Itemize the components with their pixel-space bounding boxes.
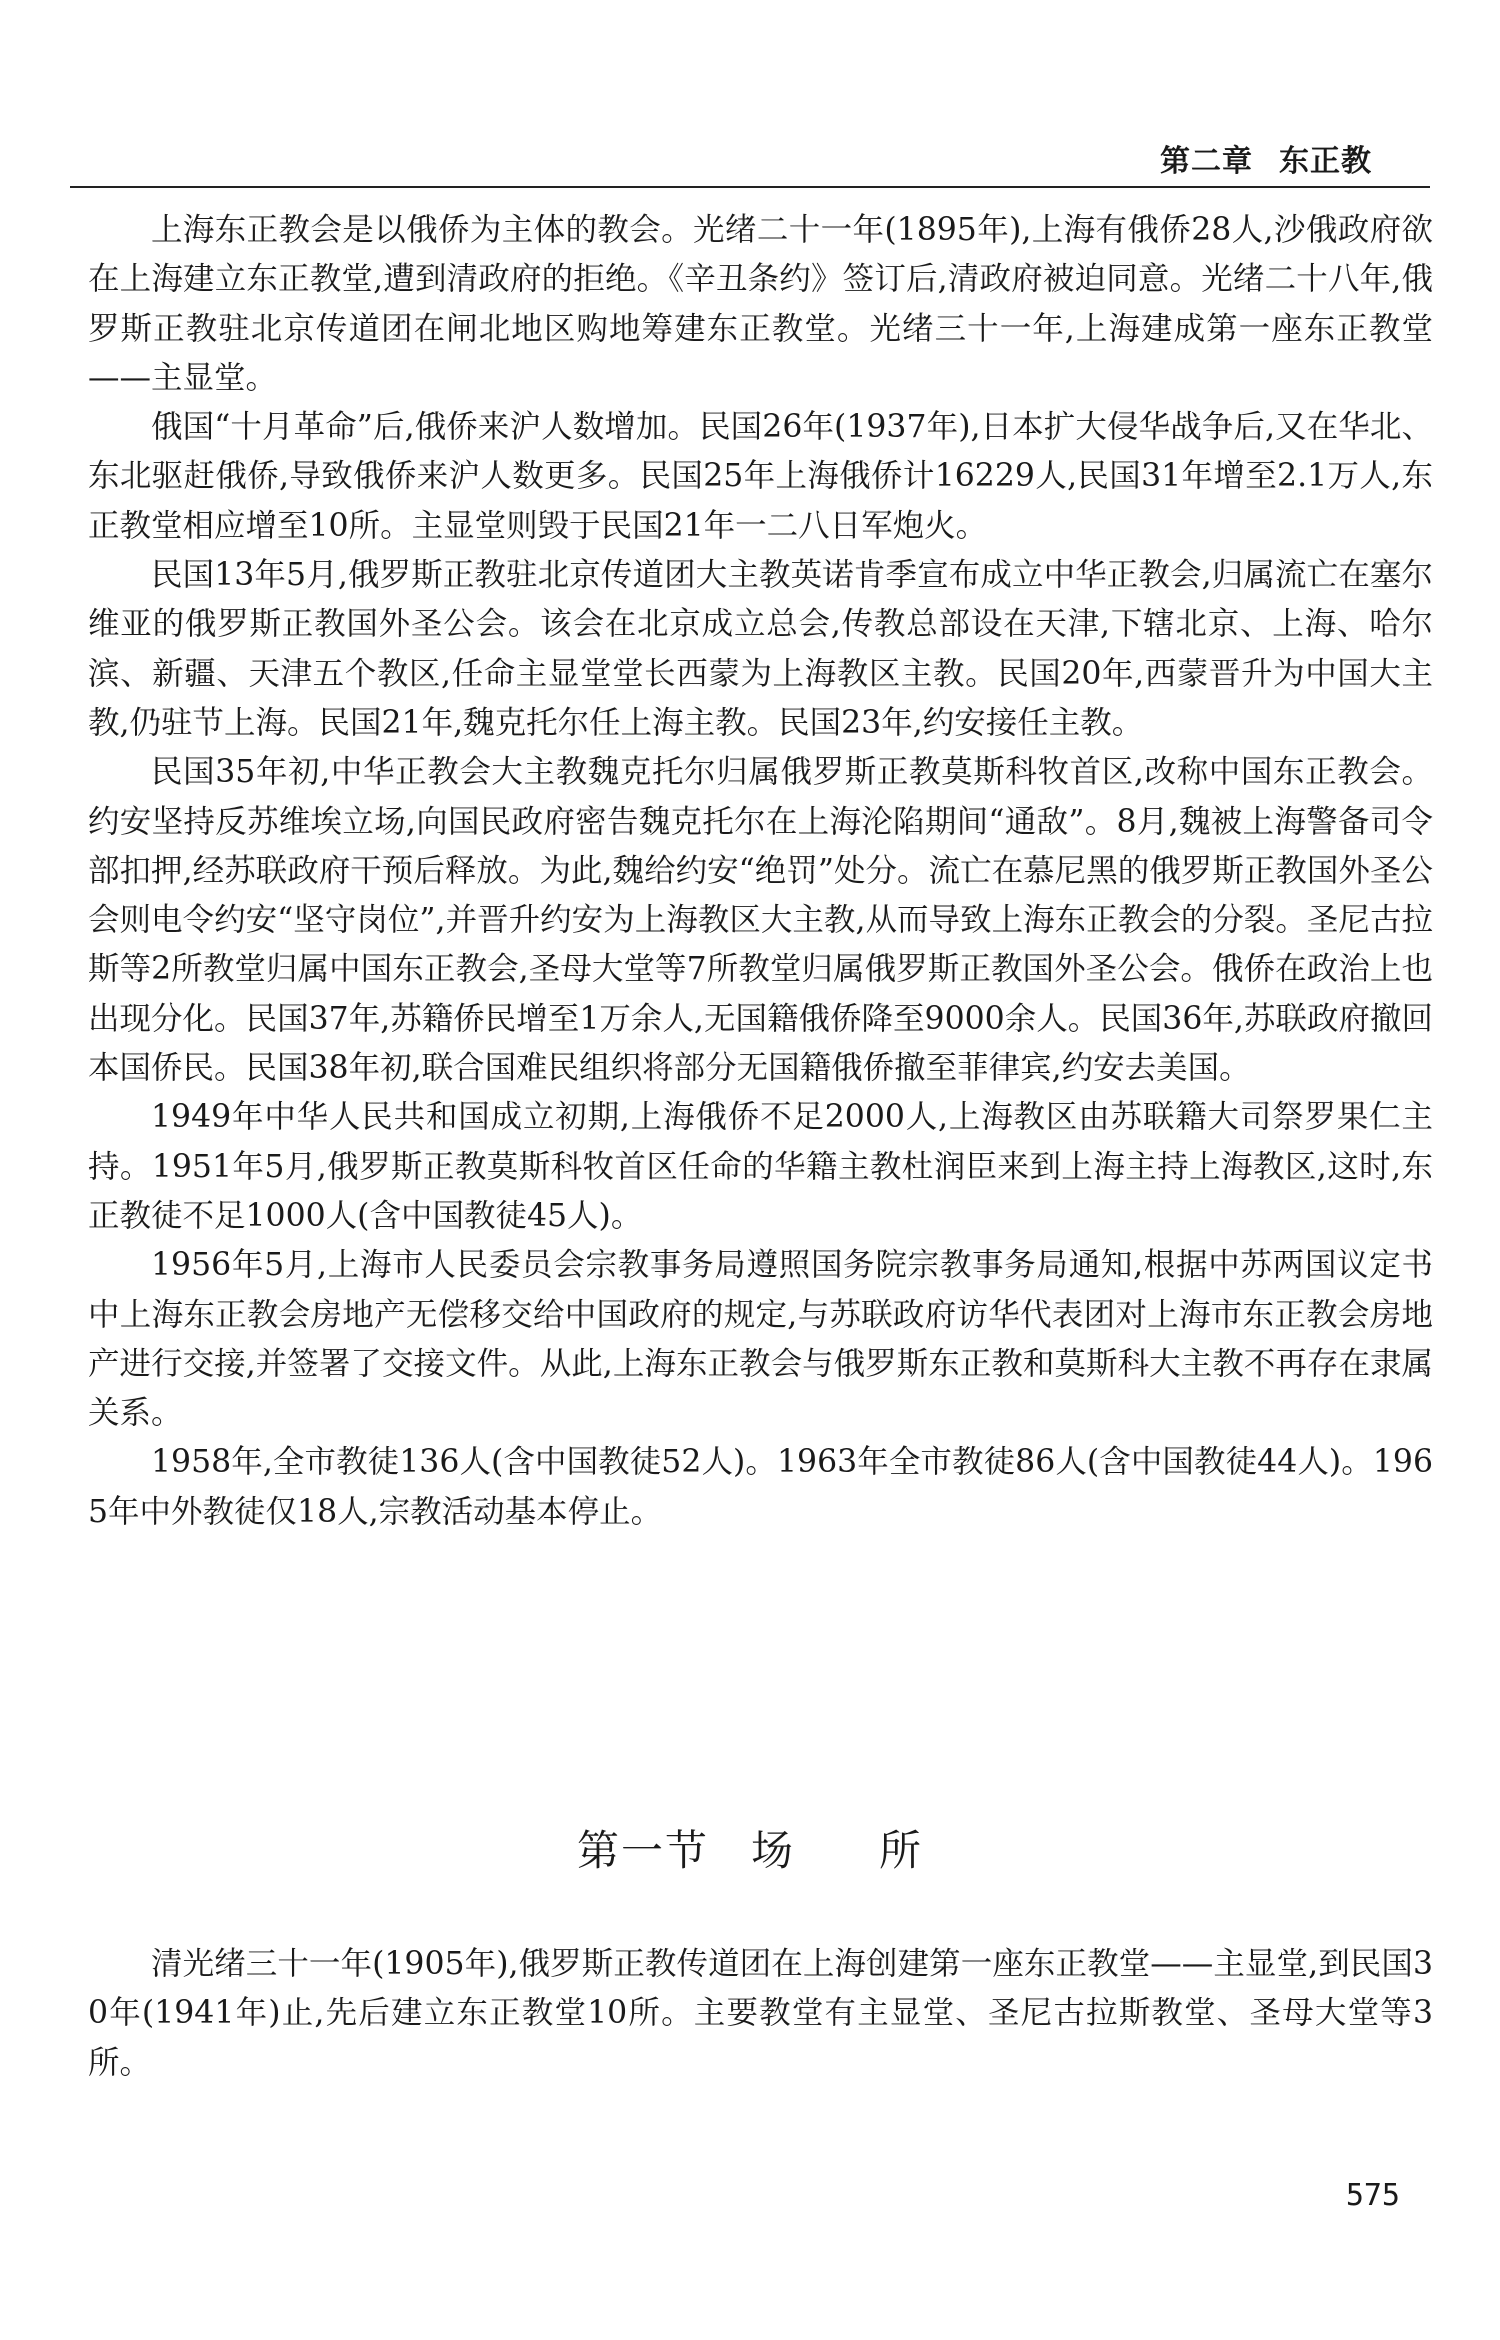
section-title-char: 所: [879, 1826, 924, 1875]
paragraph: 上海东正教会是以俄侨为主体的教会。光绪二十一年(1895年),上海有俄侨28人,沙俄政府欲在上海建立东正教堂,遭到清政府的拒绝。《辛丑条约》签订后,清政府被迫同意。光绪二十八年,俄罗斯正教驻北京传道团在闸北地区购地筹建东正教堂。光绪三十一年,上海建成第一座东正教堂——主显堂。: [88, 212, 1433, 396]
chapter-intro-text: [88, 206, 1433, 1537]
paragraph: 1949年中华人民共和国成立初期,上海俄侨不足2000人,上海教区由苏联籍大司祭罗果仁主持。1951年5月,俄罗斯正教莫斯科牧首区任命的华籍主教杜润臣来到上海主持上海教区,这时,东正教徒不足1000人(含中国教徒45人)。: [88, 1099, 1433, 1234]
header-rule: [70, 186, 1430, 188]
section-text: [88, 1940, 1433, 2088]
paragraph: 俄国“十月革命”后,俄侨来沪人数增加。民国26年(1937年),日本扩大侵华战争后,又在华北、东北驱赶俄侨,导致俄侨来沪人数更多。民国25年上海俄侨计16229人,民国31年增至2.1万人,东正教堂相应增至10所。主显堂则毁于民国21年一二八日军炮火。: [88, 409, 1433, 544]
paragraph: 1956年5月,上海市人民委员会宗教事务局遵照国务院宗教事务局通知,根据中苏两国议定书中上海东正教会房地产无偿移交给中国政府的规定,与苏联政府访华代表团对上海市东正教会房地产进行交接,并签署了交接文件。从此,上海东正教会与俄罗斯东正教和莫斯科大主教不再存在隶属关系。: [88, 1247, 1433, 1432]
section-number: 第一节: [576, 1826, 709, 1875]
page-number: 575: [1345, 2178, 1400, 2213]
chapter-title: 东正教: [1279, 144, 1372, 179]
section-title-char: 场: [750, 1826, 795, 1875]
paragraph: 民国13年5月,俄罗斯正教驻北京传道团大主教英诺肯季宣布成立中华正教会,归属流亡在塞尔维亚的俄罗斯正教国外圣公会。该会在北京成立总会,传教总部设在天津,下辖北京、上海、哈尔滨、新疆、天津五个教区,任命主显堂堂长西蒙为上海教区主教。民国20年,西蒙晋升为中国大主教,仍驻节上海。民国21年,魏克托尔任上海主教。民国23年,约安接任主教。: [88, 557, 1433, 741]
section-heading: [0, 1818, 1500, 1878]
paragraph: 清光绪三十一年(1905年),俄罗斯正教传道团在上海创建第一座东正教堂——主显堂,到民国30年(1941年)止,先后建立东正教堂10所。主要教堂有主显堂、圣尼古拉斯教堂、圣母大堂等3所。: [88, 1946, 1433, 2081]
running-head: [70, 136, 1430, 180]
paragraph: 民国35年初,中华正教会大主教魏克托尔归属俄罗斯正教莫斯科牧首区,改称中国东正教会。约安坚持反苏维埃立场,向国民政府密告魏克托尔在上海沦陷期间“通敌”。8月,魏被上海警备司令部扣押,经苏联政府干预后释放。为此,魏给约安“绝罚”处分。流亡在慕尼黑的俄罗斯正教国外圣公会则电令约安“坚守岗位”,并晋升约安为上海教区大主教,从而导致上海东正教会的分裂。圣尼古拉斯等2所教堂归属中国东正教会,圣母大堂等7所教堂归属俄罗斯正教国外圣公会。俄侨在政治上也出现分化。民国37年,苏籍侨民增至1万余人,无国籍俄侨降至9000余人。民国36年,苏联政府撤回本国侨民。民国38年初,联合国难民组织将部分无国籍俄侨撤至菲律宾,约安去美国。: [88, 754, 1433, 1087]
chapter-number: 第二章: [1160, 144, 1253, 179]
paragraph: 1958年,全市教徒136人(含中国教徒52人)。1963年全市教徒86人(含中国教徒44人)。1965年中外教徒仅18人,宗教活动基本停止。: [88, 1444, 1433, 1530]
